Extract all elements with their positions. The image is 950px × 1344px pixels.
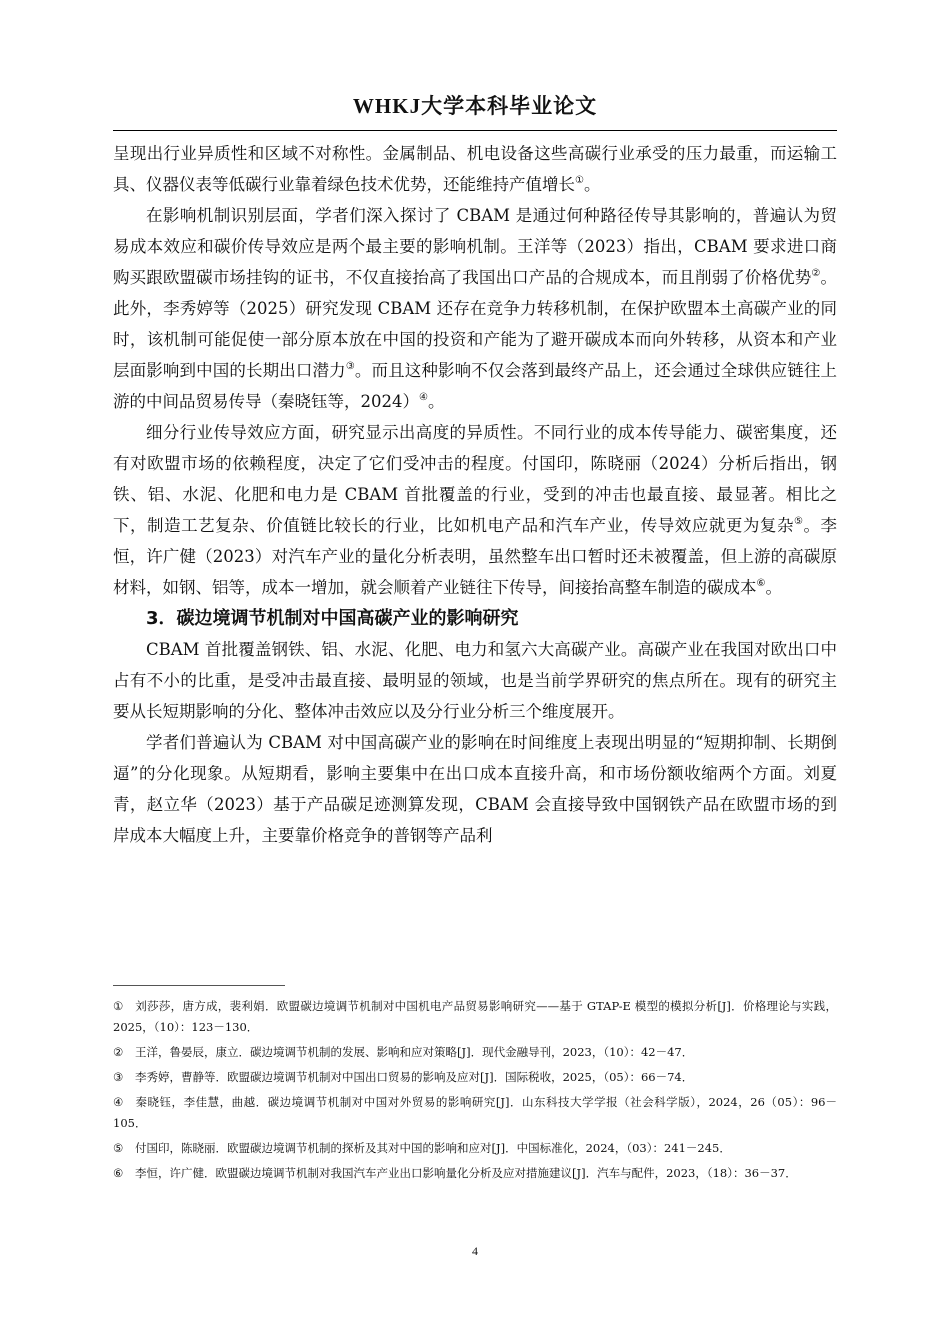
- page-number: 4: [472, 1244, 478, 1258]
- paragraph-text: 。而且这种影响不仅会落到最终产品上，还会通过全球供应链往上游的中间品贸易传导（秦晓钰等，2024）: [113, 361, 838, 411]
- footnote-text: 王洋，鲁晏辰，康立．碳边境调节机制的发展、影响和应对策略[J]．现代金融导刊，2023，（10）：42－47．: [135, 1045, 694, 1059]
- footnote-mark: ⑥: [113, 1166, 124, 1180]
- footnote-item: [113, 1042, 837, 1063]
- footnote-ref: ④: [419, 391, 428, 403]
- footnote-text: 秦晓钰，李佳慧，曲越．碳边境调节机制对中国对外贸易的影响研究[J]．山东科技大学学报（社会科学版），2024，26（05）：96－105．: [113, 1095, 837, 1130]
- paragraph-text: 。: [765, 578, 782, 597]
- paragraph-mechanism: [113, 200, 837, 417]
- paragraph-text: 。此外，李秀婷等（2025）研究发现 CBAM 还存在竞争力转移机制，在保护欧盟本土高碳产业的同时，该机制可能促使一部分原本放在中国的投资和产能为了避开碳成本而向外转移，从资本和产业层面影响到中国的长期出口潜力: [113, 268, 837, 380]
- footnote-mark: ④: [113, 1095, 124, 1109]
- footnote-rule: [113, 985, 285, 986]
- footnote-mark: ②: [113, 1045, 124, 1059]
- footnote-item: [113, 1138, 837, 1159]
- paragraph-continuation: 呈现出行业异质性和区域不对称性。金属制品、机电设备这些高碳行业承受的压力最重，而运输工具、仪器仪表等低碳行业靠着绿色技术优势，还能维持产值增长①。: [113, 144, 837, 194]
- footnote-item: [113, 996, 837, 1038]
- footnote-text: 李秀婷，曹静等．欧盟碳边境调节机制对中国出口贸易的影响及应对[J]．国际税收，2025，（05）：66－74．: [135, 1070, 694, 1084]
- paragraph-text: 细分行业传导效应方面，研究显示出高度的异质性。不同行业的成本传导能力、碳密集度，还有对欧盟市场的依赖程度，决定了它们受冲击的程度。付国印，陈晓丽（2024）分析后指出，钢铁、铝、水泥、化肥和电力是 CBAM 首批覆盖的行业，受到的冲击也最直接、最显著。相比之下，制造工艺复杂、价值链比较长的行业，比如机电产品和汽车产业，传导效应就更为复杂: [113, 423, 837, 535]
- paragraph-short-long-term: 学者们普遍认为 CBAM 对中国高碳产业的影响在时间维度上表现出明显的“短期抑制、长期倒逼”的分化现象。从短期看，影响主要集中在出口成本直接升高，和市场份额收缩两个方面。刘夏青，赵立华（2023）基于产品碳足迹测算发现，CBAM 会直接导致中国钢铁产品在欧盟市场的到岸成本大幅度上升，主要靠价格竞争的普钢等产品利: [113, 733, 837, 845]
- footnote-item: [113, 1163, 837, 1184]
- footnote-ref: ③: [345, 360, 355, 372]
- footnote-text: 李恒，许广健．欧盟碳边境调节机制对我国汽车产业出口影响量化分析及应对措施建议[J]．汽车与配件，2023，（18）：36－37．: [135, 1166, 797, 1180]
- paragraph-text: 呈现出行业异质性和区域不对称性。金属制品、机电设备这些高碳行业承受的压力最重，而运输工具、仪器仪表等低碳行业靠着绿色技术优势，还能维持产值增长: [113, 144, 837, 194]
- header-rule: [113, 130, 837, 131]
- paragraph-text: 。李恒，许广健（2023）对汽车产业的量化分析表明，虽然整车出口暂时还未被覆盖，但上游的高碳原材料，如钢、铝等，成本一增加，就会顺着产业链往下传导，间接抬高整车制造的碳成本: [113, 516, 838, 597]
- footnote-item: [113, 1092, 837, 1134]
- footnote-mark: ③: [113, 1070, 124, 1084]
- footnote-text: 刘莎莎，唐方成，裴利娟．欧盟碳边境调节机制对中国机电产品贸易影响研究——基于 GTAP-E 模型的模拟分析[J]．价格理论与实践，2025，（10）：123－130．: [113, 999, 837, 1034]
- footnotes: [113, 996, 837, 1188]
- footnote-text: 付国印，陈晓丽．欧盟碳边境调节机制的探析及其对中国的影响和应对[J]．中国标准化，2024，（03）：241－245．: [135, 1141, 731, 1155]
- footnote-ref: ①: [575, 174, 584, 186]
- footnote-mark: ⑤: [113, 1141, 124, 1155]
- paragraph-text: 。: [427, 392, 445, 411]
- footnote-ref: ⑤: [793, 515, 804, 527]
- footnote-item: [113, 1067, 837, 1088]
- footnote-mark: ①: [113, 999, 124, 1013]
- page-header-title: WHKJ大学本科毕业论文: [352, 94, 598, 118]
- paragraph-text: 在影响机制识别层面，学者们深入探讨了 CBAM 是通过何种路径传导其影响的，普遍认为贸易成本效应和碳价传导效应是两个最主要的影响机制。王洋等（2023）指出，CBAM 要求进口商购买跟欧盟碳市场挂钩的证书，不仅直接抬高了我国出口产品的合规成本，而且削弱了价格优势: [113, 206, 837, 287]
- footnote-ref: ⑥: [756, 577, 766, 589]
- footnote-ref: ②: [811, 267, 821, 279]
- body-text: [113, 138, 837, 851]
- paragraph-industry: [113, 417, 837, 603]
- section-heading: 3．碳边境调节机制对中国高碳产业的影响研究: [146, 608, 519, 629]
- paragraph-coverage: CBAM 首批覆盖钢铁、铝、水泥、化肥、电力和氢六大高碳产业。高碳产业在我国对欧出口中占有不小的比重，是受冲击最直接、最明显的领域，也是当前学界研究的焦点所在。现有的研究主要从长短期影响的分化、整体冲击效应以及分行业分析三个维度展开。: [113, 640, 837, 721]
